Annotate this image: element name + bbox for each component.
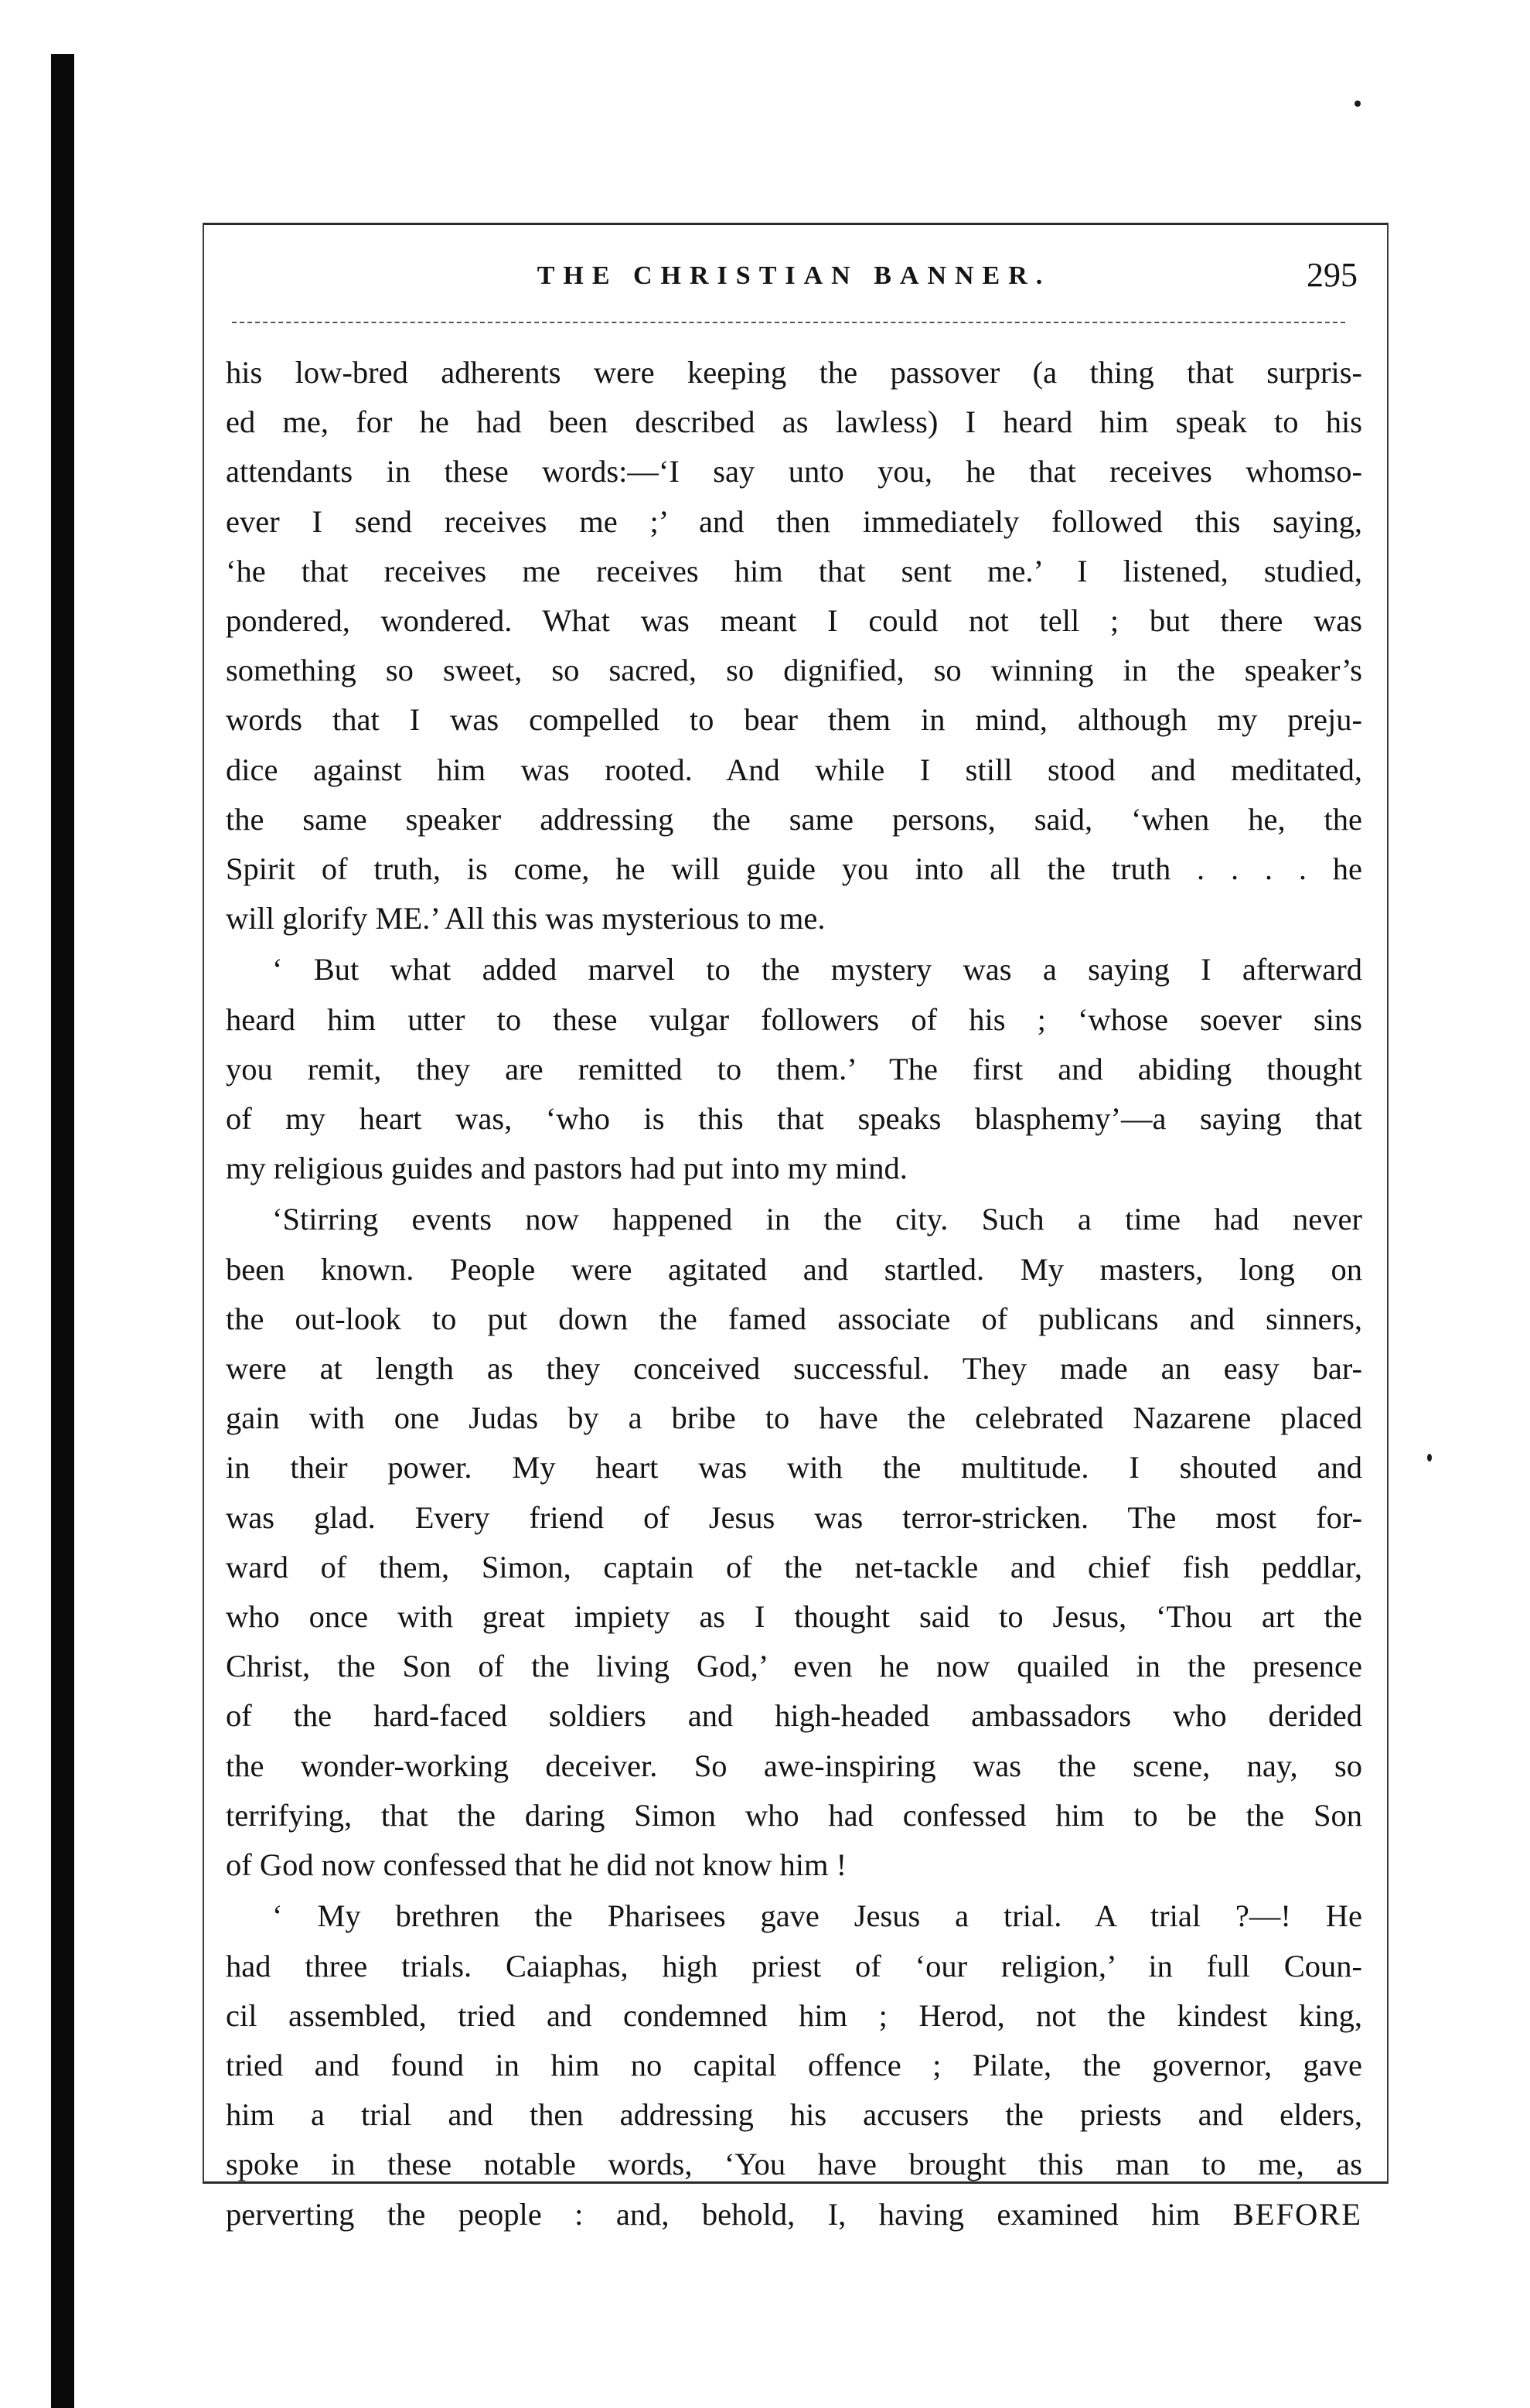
- text-line: my religious guides and pastors had put into my mind.: [226, 1151, 908, 1186]
- running-title: THE CHRISTIAN BANNER.: [537, 261, 1051, 290]
- page-number: 295: [1307, 256, 1358, 294]
- text-line: Spirit of truth, is come, he will guide you into all the truth . . . . he: [226, 851, 1362, 887]
- text-line: who once with great impiety as I thought said to Jesus, ‘Thou art the: [226, 1599, 1362, 1635]
- binding-shadow: [51, 54, 74, 2408]
- text-line: had three trials. Caiaphas, high priest of ‘our religion,’ in full Coun-: [226, 1948, 1362, 1983]
- text-line-with-catchword: [226, 2190, 1362, 2239]
- text-line: been known. People were agitated and startled. My masters, long on: [226, 1251, 1362, 1287]
- text-line: in their power. My heart was with the multitude. I shouted and: [226, 1450, 1362, 1485]
- text-line: the wonder-working deceiver. So awe-inspiring was the scene, nay, so: [226, 1748, 1362, 1783]
- text-line: attendants in these words:—‘I say unto you, he that receives whomso-: [226, 454, 1362, 489]
- text-line: spoke in these notable words, ‘You have brought this man to me, as: [226, 2147, 1362, 2182]
- paragraph: [226, 348, 1362, 943]
- text-line: you remit, they are remitted to them.’ The first and abiding thought: [226, 1051, 1362, 1086]
- text-line: the same speaker addressing the same persons, said, ‘when he, the: [226, 801, 1362, 837]
- text-line: Christ, the Son of the living God,’ even he now quailed in the presence: [226, 1649, 1362, 1684]
- text-line: cil assembled, tried and condemned him ; Herod, not the kindest king,: [226, 1997, 1362, 2033]
- margin-speck: [1427, 1454, 1432, 1462]
- text-line: pondered, wondered. What was meant I could not tell ; but there was: [226, 603, 1362, 639]
- text-line: ‘ But what added marvel to the mystery was a saying I afterward: [272, 952, 1362, 987]
- header-rule: [232, 322, 1345, 323]
- text-line: ever I send receives me ;’ and then immediately followed this saying,: [226, 503, 1362, 539]
- text-line: will glorify ME.’ All this was mysterious to me.: [226, 901, 826, 936]
- paragraph: [226, 1891, 1362, 2239]
- text-line: ‘ My brethren the Pharisees gave Jesus a trial. A trial ?—! He: [272, 1898, 1362, 1934]
- paragraph: [226, 1195, 1362, 1890]
- text-line: ward of them, Simon, captain of the net-tackle and chief fish peddlar,: [226, 1549, 1362, 1584]
- text-line: of my heart was, ‘who is this that speaks blasphemy’—a saying that: [226, 1101, 1362, 1137]
- text-line: of the hard-faced soldiers and high-headed ambassadors who derided: [226, 1698, 1362, 1734]
- margin-speck: [1355, 101, 1361, 107]
- text-line: ‘Stirring events now happened in the city. Such a time had never: [272, 1202, 1362, 1237]
- text-line: something so sweet, so sacred, so dignified, so winning in the speaker’s: [226, 653, 1362, 688]
- text-line: ed me, for he had been described as lawless) I heard him speak to his: [226, 404, 1362, 440]
- body-text: [226, 348, 1362, 2239]
- catchword: BEFORE: [1232, 2196, 1362, 2232]
- paragraph: [226, 945, 1362, 1193]
- text-line: terrifying, that the daring Simon who had confessed him to be the Son: [226, 1797, 1362, 1833]
- text-line: his low-bred adherents were keeping the passover (a thing that surpris-: [226, 355, 1362, 390]
- running-head: [203, 255, 1385, 317]
- text-line: dice against him was rooted. And while I still stood and meditated,: [226, 752, 1362, 787]
- text-line: the out-look to put down the famed associate of publicans and sinners,: [226, 1301, 1362, 1336]
- text-line: of God now confessed that he did not know him !: [226, 1847, 847, 1883]
- text-line: words that I was compelled to bear them in mind, although my preju-: [226, 702, 1362, 738]
- text-line: heard him utter to these vulgar followers of his ; ‘whose soever sins: [226, 1001, 1362, 1037]
- text-line: perverting the people : and, behold, I, having examined him: [226, 2196, 1201, 2232]
- text-line: gain with one Judas by a bribe to have the celebrated Nazarene placed: [226, 1400, 1362, 1436]
- text-line: was glad. Every friend of Jesus was terror-stricken. The most for-: [226, 1499, 1362, 1535]
- text-line: him a trial and then addressing his accusers the priests and elders,: [226, 2097, 1362, 2133]
- text-line: were at length as they conceived successful. They made an easy bar-: [226, 1351, 1362, 1386]
- text-line: ‘he that receives me receives him that sent me.’ I listened, studied,: [226, 553, 1362, 588]
- text-line: tried and found in him no capital offence ; Pilate, the governor, gave: [226, 2047, 1362, 2082]
